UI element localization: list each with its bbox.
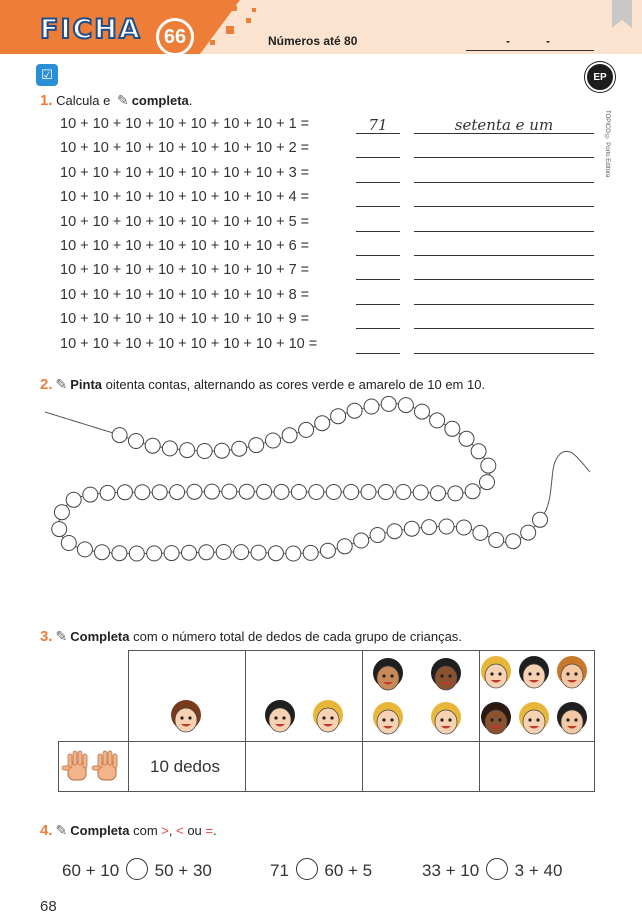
hand-icon	[62, 751, 87, 780]
bead[interactable]	[135, 485, 150, 500]
decor-square	[252, 8, 256, 12]
pencil-icon: ✎	[55, 822, 68, 838]
child-face-icon	[313, 700, 343, 732]
bead[interactable]	[364, 399, 379, 414]
bead[interactable]	[471, 444, 486, 459]
ficha-number-badge: 66	[156, 18, 194, 56]
number-answer-field[interactable]	[356, 288, 400, 305]
number-answer-field[interactable]	[356, 263, 400, 280]
bead[interactable]	[459, 431, 474, 446]
bead[interactable]	[344, 485, 359, 500]
bead[interactable]	[117, 485, 132, 500]
bead[interactable]	[320, 543, 335, 558]
bead[interactable]	[222, 484, 237, 499]
child-face-icon	[265, 700, 295, 732]
decor-square	[210, 40, 215, 45]
date-separator: -	[506, 34, 510, 48]
child-face-icon	[557, 702, 587, 734]
number-answer-field[interactable]	[356, 337, 400, 354]
bead[interactable]	[506, 534, 521, 549]
bead[interactable]	[83, 487, 98, 502]
decor-square	[232, 6, 237, 11]
compare-circle[interactable]	[486, 858, 508, 880]
child-face-icon	[557, 656, 587, 688]
bead[interactable]	[315, 416, 330, 431]
bead[interactable]	[396, 485, 411, 500]
compare-circle[interactable]	[296, 858, 318, 880]
words-answer-field[interactable]	[414, 166, 594, 183]
bead[interactable]	[187, 484, 202, 499]
bead[interactable]	[387, 524, 402, 539]
bead[interactable]	[129, 434, 144, 449]
pencil-icon: ✎	[55, 376, 68, 392]
number-answer-field[interactable]	[356, 141, 400, 158]
child-face-icon	[431, 702, 461, 734]
words-answer-field[interactable]	[414, 337, 594, 354]
bead[interactable]	[480, 475, 495, 490]
bead[interactable]	[533, 512, 548, 527]
question-2-heading: 2. ✎ Pinta oitenta contas, alternando as cores verde e amarelo de 10 em 10.	[40, 376, 486, 393]
bead[interactable]	[52, 522, 67, 537]
child-face-icon	[373, 658, 403, 690]
bead[interactable]	[164, 546, 179, 561]
bead[interactable]	[66, 492, 81, 507]
bead[interactable]	[170, 485, 185, 500]
child-face-icon	[519, 702, 549, 734]
comparison-1: 60 + 10 50 + 30	[62, 858, 212, 881]
number-answer-field[interactable]	[356, 239, 400, 256]
bead[interactable]	[162, 441, 177, 456]
bead[interactable]	[404, 521, 419, 536]
bead[interactable]	[448, 486, 463, 501]
children-illustrations	[58, 650, 595, 792]
bead[interactable]	[326, 485, 341, 500]
bead-necklace	[0, 392, 642, 622]
bead[interactable]	[439, 519, 454, 534]
bead[interactable]	[521, 525, 536, 540]
hand-icon	[92, 751, 117, 780]
child-face-icon	[481, 702, 511, 734]
bead[interactable]	[197, 444, 212, 459]
bead[interactable]	[182, 545, 197, 560]
bead[interactable]	[249, 438, 264, 453]
bead[interactable]	[473, 525, 488, 540]
comparison-2: 71 60 + 5	[270, 858, 372, 881]
bead[interactable]	[239, 484, 254, 499]
bead[interactable]	[199, 545, 214, 560]
words-answer-field[interactable]	[414, 288, 594, 305]
bead[interactable]	[415, 404, 430, 419]
bead[interactable]	[145, 438, 160, 453]
bead[interactable]	[61, 536, 76, 551]
pencil-icon: ✎	[55, 628, 68, 644]
bead[interactable]	[112, 546, 127, 561]
bead[interactable]	[303, 545, 318, 560]
sum-expression: 10 + 10 + 10 + 10 + 10 + 10 + 10 + 1 =	[60, 116, 310, 132]
question-1-heading: 1. Calcula e ✎ completa.	[40, 92, 193, 109]
bead[interactable]	[214, 443, 229, 458]
bead[interactable]	[331, 409, 346, 424]
sum-expression: 10 + 10 + 10 + 10 + 10 + 10 + 10 + 3 =	[60, 165, 310, 181]
sum-expression: 10 + 10 + 10 + 10 + 10 + 10 + 10 + 2 =	[60, 140, 310, 156]
copyright-text: TOPICO © Porto Editora	[604, 110, 610, 178]
bead[interactable]	[251, 545, 266, 560]
checkbox-icon[interactable]: ☑	[36, 64, 58, 86]
question-4-heading: 4. ✎ Completa com >, < ou =.	[40, 822, 217, 839]
bookmark-icon	[612, 0, 632, 20]
fingers-table	[58, 650, 595, 792]
bead[interactable]	[370, 528, 385, 543]
bead[interactable]	[481, 458, 496, 473]
first-answer: 10 dedos	[150, 757, 220, 776]
compare-circle[interactable]	[126, 858, 148, 880]
bead[interactable]	[282, 428, 297, 443]
bead[interactable]	[489, 533, 504, 548]
bead[interactable]	[347, 403, 362, 418]
page-title: Números até 80	[268, 34, 358, 48]
bead[interactable]	[413, 485, 428, 500]
decor-square	[214, 14, 221, 21]
bead[interactable]	[299, 422, 314, 437]
date-separator: -	[546, 34, 550, 48]
bead[interactable]	[95, 545, 110, 560]
pencil-icon: ✎	[116, 92, 129, 108]
number-answer-field[interactable]: 71	[356, 117, 400, 134]
bead[interactable]	[445, 421, 460, 436]
comparison-3: 33 + 10 3 + 40	[422, 858, 562, 881]
sum-expression: 10 + 10 + 10 + 10 + 10 + 10 + 10 + 9 =	[60, 311, 310, 327]
sum-expression: 10 + 10 + 10 + 10 + 10 + 10 + 10 + 8 =	[60, 287, 310, 303]
bead[interactable]	[398, 398, 413, 413]
bead[interactable]	[456, 520, 471, 535]
bead[interactable]	[381, 396, 396, 411]
bead[interactable]	[354, 533, 369, 548]
child-face-icon	[171, 700, 201, 732]
words-answer-field[interactable]	[414, 239, 594, 256]
bead[interactable]	[152, 485, 167, 500]
number-answer-field[interactable]	[356, 215, 400, 232]
sum-expression: 10 + 10 + 10 + 10 + 10 + 10 + 10 + 5 =	[60, 214, 310, 230]
bead[interactable]	[129, 546, 144, 561]
bead[interactable]	[337, 539, 352, 554]
decor-square	[226, 26, 234, 34]
bead[interactable]	[361, 485, 376, 500]
bead[interactable]	[422, 520, 437, 535]
bead[interactable]	[431, 486, 446, 501]
bead[interactable]	[112, 428, 127, 443]
bead[interactable]	[180, 443, 195, 458]
sum-expression: 10 + 10 + 10 + 10 + 10 + 10 + 10 + 10 =	[60, 336, 318, 352]
child-face-icon	[431, 658, 461, 690]
date-field[interactable]	[466, 34, 594, 51]
bead[interactable]	[465, 484, 480, 499]
bead[interactable]	[291, 485, 306, 500]
bead[interactable]	[77, 542, 92, 557]
bead[interactable]	[309, 485, 324, 500]
bead[interactable]	[257, 484, 272, 499]
bead[interactable]	[286, 546, 301, 561]
page-number: 68	[40, 898, 57, 915]
number-answer-field[interactable]	[356, 190, 400, 207]
words-answer-field[interactable]: setenta e um	[414, 117, 594, 134]
child-face-icon	[481, 656, 511, 688]
bead[interactable]	[268, 546, 283, 561]
words-answer-field[interactable]	[414, 190, 594, 207]
bead[interactable]	[100, 485, 115, 500]
question-3-heading: 3. ✎ Completa com o número total de dedos de cada grupo de crianças.	[40, 628, 462, 645]
words-answer-field[interactable]	[414, 312, 594, 329]
number-answer-field[interactable]	[356, 312, 400, 329]
sum-expression: 10 + 10 + 10 + 10 + 10 + 10 + 10 + 4 =	[60, 189, 310, 205]
bead[interactable]	[232, 441, 247, 456]
bead[interactable]	[216, 545, 231, 560]
bead[interactable]	[266, 433, 281, 448]
words-answer-field[interactable]	[414, 215, 594, 232]
sum-expression: 10 + 10 + 10 + 10 + 10 + 10 + 10 + 7 =	[60, 262, 310, 278]
bead[interactable]	[274, 484, 289, 499]
ficha-label: FICHA	[40, 14, 142, 45]
words-answer-field[interactable]	[414, 263, 594, 280]
number-answer-field[interactable]	[356, 166, 400, 183]
child-face-icon	[373, 702, 403, 734]
ep-logo: EP	[585, 62, 615, 92]
child-face-icon	[519, 656, 549, 688]
bead[interactable]	[147, 546, 162, 561]
bead[interactable]	[234, 545, 249, 560]
bead[interactable]	[54, 505, 69, 520]
decor-square	[246, 18, 251, 23]
bead[interactable]	[378, 485, 393, 500]
words-answer-field[interactable]	[414, 141, 594, 158]
bead[interactable]	[430, 413, 445, 428]
page-header	[0, 0, 642, 54]
sum-expression: 10 + 10 + 10 + 10 + 10 + 10 + 10 + 6 =	[60, 238, 310, 254]
bead[interactable]	[204, 484, 219, 499]
